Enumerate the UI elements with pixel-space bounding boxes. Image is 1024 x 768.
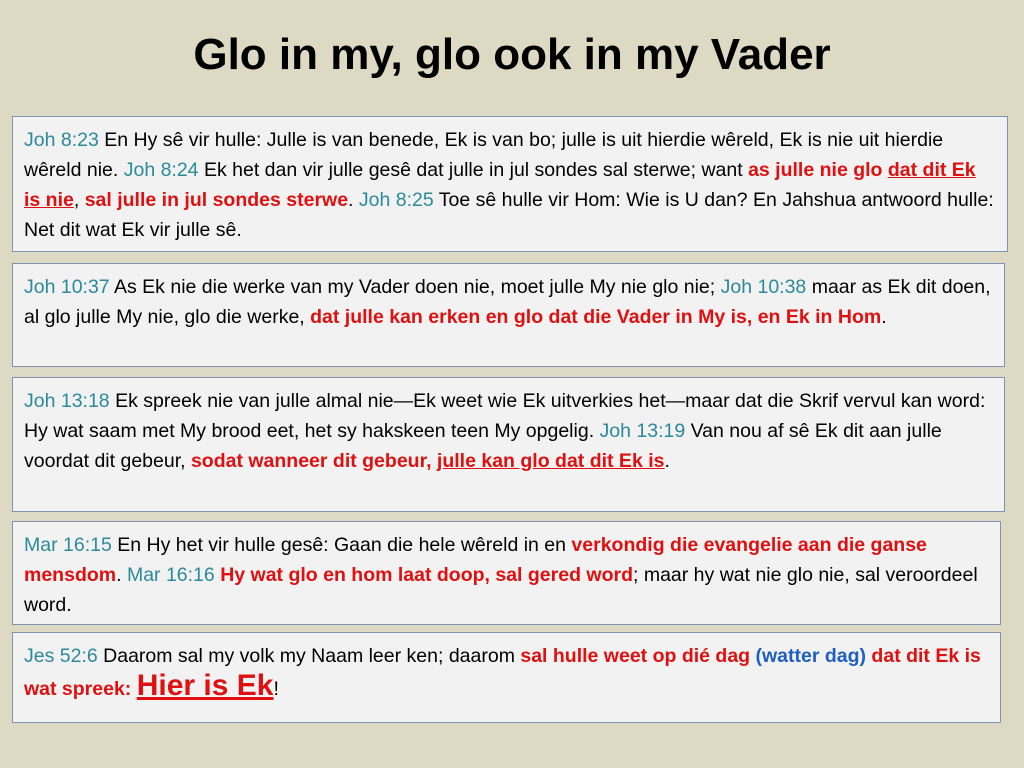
verse-run: sodat wanneer dit gebeur, <box>190 450 437 472</box>
verse-box-mar-16 <box>12 521 1001 625</box>
verse-text <box>24 129 994 241</box>
verse-run: En Hy sê vir hulle: Julle is van benede, Ek is van bo; julle is uit hierdie wêreld, Ek is nie uit hierdie wêreld nie. <box>24 129 944 181</box>
verse-box-joh-13 <box>12 377 1005 512</box>
verse-run: maar as Ek dit doen, al glo julle My nie, glo die werke, <box>24 276 991 328</box>
verse-run: as julle nie glo <box>748 159 888 181</box>
verse-run: Toe sê hulle vir Hom: Wie is U dan? En Jahshua antwoord hulle: Net dit wat Ek vir julle sê. <box>24 189 994 241</box>
verse-run: dat dit Ek is wat spreek: <box>24 645 981 700</box>
verse-reference: Joh 8:24 <box>123 159 199 181</box>
verse-run: Van nou af sê Ek dit aan julle voordat dit gebeur, <box>24 420 942 472</box>
verse-reference: Mar 16:16 <box>126 564 215 586</box>
verse-run: . <box>664 450 670 472</box>
verse-text <box>24 390 985 472</box>
verse-reference: Joh 13:18 <box>24 390 110 412</box>
verse-box-joh-8 <box>12 116 1008 252</box>
verse-run: ! <box>273 678 279 700</box>
verse-run: verkondig die evangelie aan die ganse mensdom <box>24 534 927 586</box>
verse-run: sal hulle weet op dié dag <box>520 645 756 667</box>
verse-run: . <box>116 564 127 586</box>
verse-run: En Hy het vir hulle gesê: Gaan die hele wêreld in en <box>111 534 572 556</box>
verse-run: dat dit Ek is nie <box>24 159 976 211</box>
verse-run: sal julle in jul sondes sterwe <box>84 189 349 211</box>
verse-box-joh-10 <box>12 263 1005 367</box>
verse-run: Hier is Ek <box>136 669 274 702</box>
verse-run: Ek spreek nie van julle almal nie—Ek weet wie Ek uitverkies het—maar dat die Skrif vervul kan word: Hy wat saam met My brood eet, het sy hakskeen teen My opgelig. <box>24 390 986 442</box>
verse-reference: Joh 8:23 <box>24 129 99 151</box>
verse-run: . <box>881 306 887 328</box>
verse-run: Hy wat glo en hom laat doop, sal gered word <box>220 564 633 586</box>
verse-run: julle kan glo dat dit Ek is <box>436 450 665 472</box>
slide-title: Glo in my, glo ook in my Vader <box>193 30 831 79</box>
verse-run: , <box>73 189 85 211</box>
verse-run: As Ek nie die werke van my Vader doen nie, moet julle My nie glo nie; <box>109 276 721 298</box>
verse-run: . <box>348 189 359 211</box>
verse-run: ; maar hy wat nie glo nie, sal veroordeel word. <box>24 564 978 616</box>
verse-reference: Jes 52:6 <box>24 645 98 667</box>
verse-run: dat julle kan erken en glo dat die Vader in My is, en Ek in Hom <box>310 306 882 328</box>
verse-run: Ek het dan vir julle gesê dat julle in jul sondes sal sterwe; want <box>198 159 749 181</box>
verse-reference: Joh 13:19 <box>599 420 686 442</box>
verse-run: (watter dag) <box>755 645 867 667</box>
verse-text <box>24 645 981 700</box>
verse-reference: Joh 10:37 <box>24 276 110 298</box>
verse-reference: Joh 10:38 <box>720 276 807 298</box>
verse-reference: Joh 8:25 <box>358 189 434 211</box>
verse-text <box>24 276 991 328</box>
verse-text <box>24 534 978 616</box>
verse-box-jes-52 <box>12 632 1001 723</box>
verse-reference: Mar 16:15 <box>24 534 112 556</box>
verse-run: Daarom sal my volk my Naam leer ken; daarom <box>97 645 521 667</box>
